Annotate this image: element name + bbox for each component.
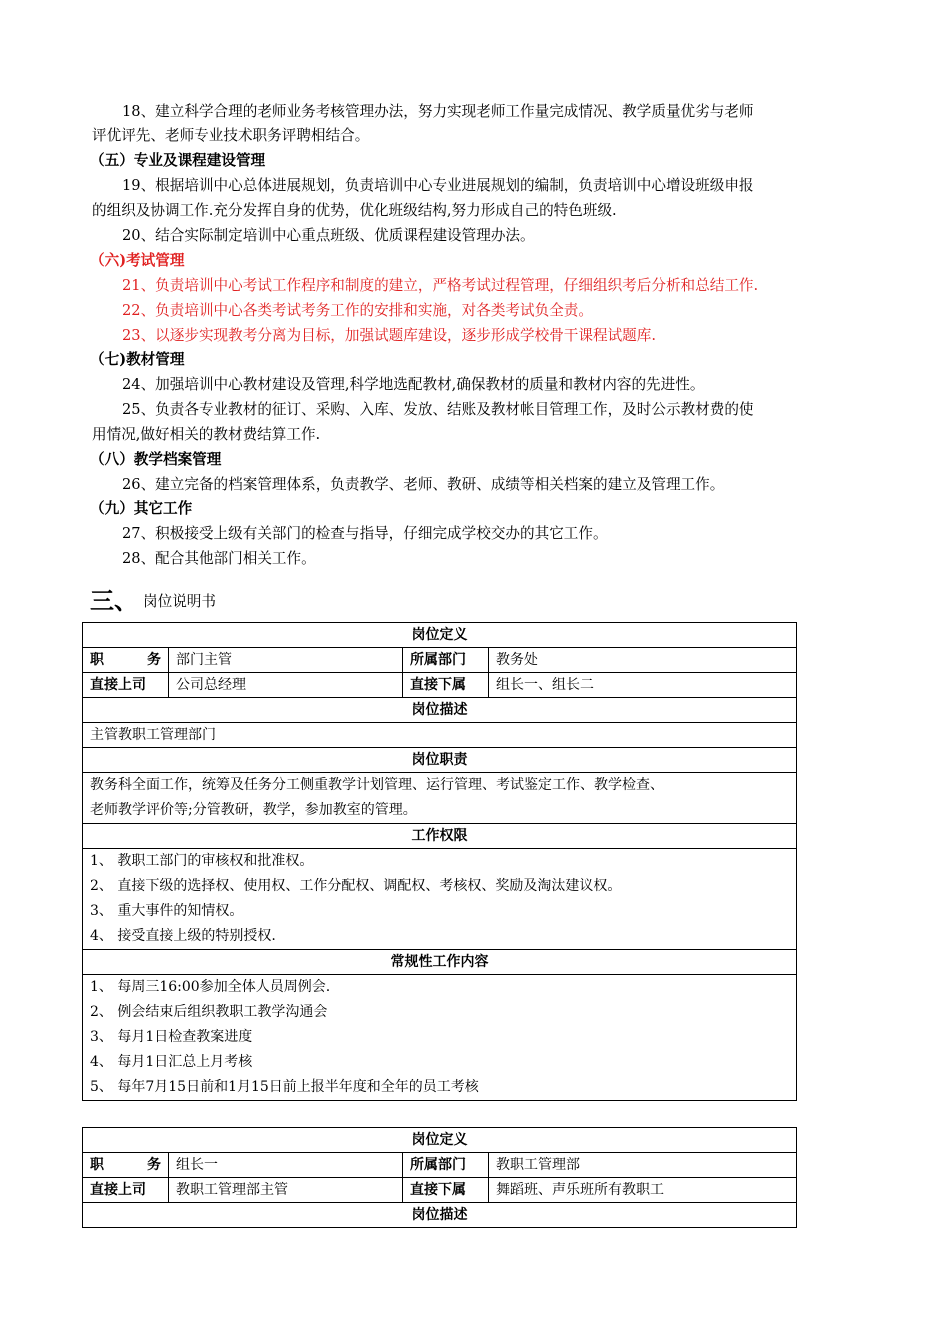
table1-superior-value: 公司总经理 <box>169 673 403 698</box>
paragraph-18-line2: 评优评先、老师专业技术职务评聘相结合。 <box>92 127 370 144</box>
table1-position-value: 部门主管 <box>169 648 403 673</box>
table1-authority-list <box>83 849 797 950</box>
paragraph-19-line2: 的组织及协调工作.充分发挥自身的优势，优化班级结构,努力形成自己的特色班级. <box>92 202 617 219</box>
paragraph-26: 26、建立完备的档案管理体系，负责教学、老师、教研、成绩等相关档案的建立及管理工作。 <box>122 476 725 493</box>
table1-routine-list <box>83 975 797 1101</box>
paragraph-21: 21、负责培训中心考试工作程序和制度的建立，严格考试过程管理，仔细组织考后分析和总结工作. <box>122 277 759 294</box>
table1-duty-value <box>83 773 797 824</box>
list-item: 2、 例会结束后组织教职工教学沟通会 <box>90 1004 328 1020</box>
table2-dept-label: 所属部门 <box>403 1153 489 1178</box>
list-item: 4、 接受直接上级的特别授权. <box>90 928 276 944</box>
list-item: 1、 教职工部门的审核权和批准权。 <box>90 853 314 869</box>
table1-routine-header: 常规性工作内容 <box>83 950 797 975</box>
table2-subordinate-value: 舞蹈班、声乐班所有教职工 <box>489 1178 797 1203</box>
table2-position-value: 组长一 <box>169 1153 403 1178</box>
table1-dept-value: 教务处 <box>489 648 797 673</box>
table2-superior-value: 教职工管理部主管 <box>169 1178 403 1203</box>
table1-dept-label: 所属部门 <box>403 648 489 673</box>
paragraph-19-line1: 19、根据培训中心总体进展规划，负责培训中心专业进展规划的编制，负责培训中心增设班级申报 <box>122 177 754 194</box>
list-item: 5、 每年7月15日前和1月15日前上报半年度和全年的员工考核 <box>90 1079 479 1095</box>
table1-duty-line-1: 教务科全面工作，统筹及任务分工侧重教学计划管理、运行管理、考试鉴定工作、教学检查、 <box>90 777 664 793</box>
table2-superior-label: 直接上司 <box>83 1178 169 1203</box>
table1-description-value: 主管教职工管理部门 <box>83 723 797 748</box>
paragraph-28: 28、配合其他部门相关工作。 <box>122 550 316 567</box>
section-3-number: 三、 <box>90 586 138 615</box>
list-item: 4、 每月1日汇总上月考核 <box>90 1054 253 1070</box>
list-item: 1、 每周三16:00参加全体人员周例会. <box>90 979 331 995</box>
table1-position-label: 职 务 <box>83 648 169 673</box>
heading-6: （六)考试管理 <box>90 252 185 269</box>
table2-definition-header: 岗位定义 <box>83 1128 797 1153</box>
paragraph-22: 22、负责培训中心各类考试考务工作的安排和实施，对各类考试负全责。 <box>122 302 593 319</box>
list-item: 3、 重大事件的知情权。 <box>90 903 244 919</box>
section-3-title: 岗位说明书 <box>143 593 216 610</box>
position-table-2 <box>82 1127 797 1228</box>
table1-definition-header: 岗位定义 <box>83 623 797 648</box>
paragraph-24: 24、加强培训中心教材建设及管理,科学地选配教材,确保教材的质量和教材内容的先进性。 <box>122 376 705 393</box>
table1-superior-label: 直接上司 <box>83 673 169 698</box>
table2-dept-value: 教职工管理部 <box>489 1153 797 1178</box>
heading-5: （五）专业及课程建设管理 <box>90 152 266 169</box>
table2-subordinate-label: 直接下属 <box>403 1178 489 1203</box>
list-item: 3、 每月1日检查教案进度 <box>90 1029 253 1045</box>
paragraph-25-line2: 用情况,做好相关的教材费结算工作. <box>92 426 321 443</box>
paragraph-25-line1: 25、负责各专业教材的征订、采购、入库、发放、结账及教材帐目管理工作，及时公示教材费的使 <box>122 401 754 418</box>
heading-7: （七)教材管理 <box>90 351 185 368</box>
table2-position-label: 职 务 <box>83 1153 169 1178</box>
table1-duty-header: 岗位职责 <box>83 748 797 773</box>
table1-subordinate-label: 直接下属 <box>403 673 489 698</box>
paragraph-27: 27、积极接受上级有关部门的检查与指导，仔细完成学校交办的其它工作。 <box>122 525 608 542</box>
list-item: 2、 直接下级的选择权、使用权、工作分配权、调配权、考核权、奖励及淘汰建议权。 <box>90 878 622 894</box>
paragraph-23: 23、以逐步实现教考分离为目标，加强试题库建设，逐步形成学校骨干课程试题库. <box>122 327 656 344</box>
heading-8: （八）教学档案管理 <box>90 451 222 468</box>
table1-authority-header: 工作权限 <box>83 824 797 849</box>
table2-description-header: 岗位描述 <box>83 1203 797 1228</box>
table1-subordinate-value: 组长一、组长二 <box>489 673 797 698</box>
position-table-1 <box>82 622 797 1101</box>
heading-9: （九）其它工作 <box>90 500 193 517</box>
paragraph-20: 20、结合实际制定培训中心重点班级、优质课程建设管理办法。 <box>122 227 535 244</box>
table1-duty-line-2: 老师教学评价等;分管教研，教学，参加教室的管理。 <box>90 802 417 818</box>
paragraph-18-line1: 18、建立科学合理的老师业务考核管理办法，努力实现老师工作量完成情况、教学质量优劣与老师 <box>122 103 754 120</box>
table1-description-header: 岗位描述 <box>83 698 797 723</box>
